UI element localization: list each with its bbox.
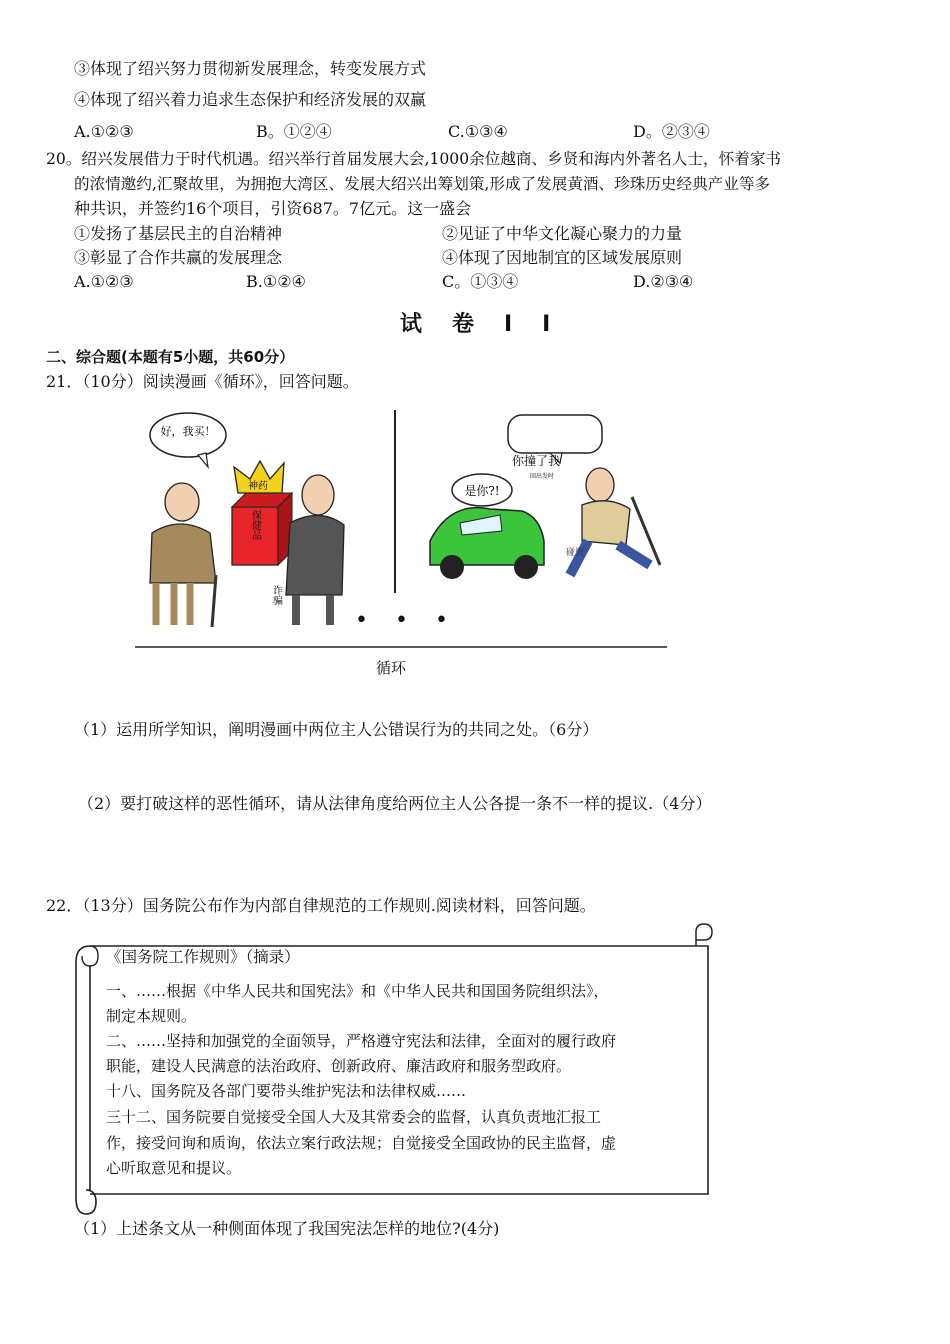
- old-man-fall-legs: [570, 541, 650, 575]
- scroll-line-3: 二、……坚持和加强党的全面领导，严格遵守宪法和法律，全面对的履行政府: [106, 1032, 617, 1050]
- bubble-driver-text: 是你?!: [464, 484, 500, 498]
- small-text: 回出发时: [530, 473, 555, 480]
- q20-stem-line1: 20。绍兴发展借力于时代机遇。绍兴举行首届发展大会,1000余位越商、乡贤和海内外著名人士，怀着家书: [46, 150, 782, 168]
- q19-option-4: ④体现了绍兴着力追求生态保护和经济发展的双赢: [74, 90, 427, 109]
- q20-choice-a: A.①②③: [74, 272, 134, 291]
- fraud-label: 诈骗: [270, 585, 282, 605]
- q19-choice-b: B。①②④: [256, 122, 332, 141]
- q21-stem: 21．（10分）阅读漫画《循环》，回答问题。: [46, 372, 359, 391]
- q20-option-1: ①发扬了基层民主的自治精神: [74, 224, 283, 243]
- cartoon-cycle: [130, 405, 675, 665]
- old-man-buyer-body: [150, 524, 216, 583]
- scroll-line-2: 制定本规则。: [106, 1007, 197, 1025]
- crown-label: 神药: [248, 481, 268, 492]
- q20-option-2: ②见证了中华文化凝心聚力的力量: [442, 224, 683, 243]
- scroll-line-8: 心听取意见和提议。: [106, 1159, 242, 1177]
- scroll-title: 《国务院工作规则》（摘录）: [106, 948, 300, 966]
- q20-choice-b: B.①②④: [246, 272, 306, 291]
- q20-choice-d: D.②③④: [633, 272, 694, 291]
- q20-choices: [0, 272, 950, 292]
- q20-option-4: ④体现了因地制宜的区域发展原则: [442, 248, 683, 267]
- q19-choice-c: C.①③④: [448, 122, 508, 141]
- bubble-old-man-text: 你撞了我: [512, 454, 561, 468]
- q20-stem-line3: 种共识，并签约16个项目，引资687。7亿元。这一盛会: [74, 199, 472, 218]
- scroll-line-1: 一、……根据《中华人民共和国宪法》和《中华人民共和国国务院组织法》，: [106, 982, 609, 1000]
- box-label: 保健品: [249, 510, 261, 540]
- swindler-head: [302, 475, 334, 515]
- scroll-line-6: 三十二、国务院要自觉接受全国人大及其常委会的监督，认真负责地汇报工: [106, 1108, 602, 1126]
- cartoon-dots: • • •: [355, 608, 458, 633]
- q21-sub2: （2）要打破这样的恶性循环，请从法律角度给两位主人公各提一条不一样的提议.（4分）: [78, 794, 712, 813]
- q22-stem: 22．（13分）国务院公布作为内部自律规范的工作规则.阅读材料，回答问题。: [46, 896, 596, 915]
- swindler-body: [286, 515, 344, 595]
- bubble-old-man: [508, 415, 602, 453]
- car-wheel-front: [440, 555, 464, 579]
- q19-choices: [0, 122, 950, 142]
- q19-choice-a: A.①②③: [74, 122, 134, 141]
- cartoon-caption: 循环: [376, 659, 407, 677]
- old-man-buyer-head: [165, 483, 199, 521]
- q20-stem-line2: 的浓情邀约,汇聚故里，为拥抱大湾区、发展大绍兴出筹划策,形成了发展黄酒、珍珠历史经典产业等多: [74, 175, 771, 193]
- scroll-line-4: 职能，建设人民满意的法治政府、创新政府、廉洁政府和服务型政府。: [106, 1057, 572, 1075]
- fall-label: 碰瓷: [566, 548, 585, 558]
- bubble-left-text: 好，我买！: [160, 425, 216, 438]
- paper2-title: 试卷II: [400, 312, 581, 337]
- q21-sub1: （1）运用所学知识，阐明漫画中两位主人公错误行为的共同之处。（6分）: [74, 720, 599, 739]
- q19-choice-d: D。②③④: [633, 122, 710, 141]
- q19-option-3: ③体现了绍兴努力贯彻新发展理念，转变发展方式: [74, 59, 427, 78]
- old-man-fall-head: [586, 468, 614, 502]
- section2-heading: 二、综合题(本题有5小题，共60分）: [46, 348, 295, 366]
- scroll-line-7: 作，接受问询和质询，依法立案行政法规；自觉接受全国政协的民主监督，虚: [106, 1134, 617, 1152]
- q20-choice-c: C。①③④: [442, 272, 519, 291]
- car-wheel-rear: [514, 555, 538, 579]
- q20-option-3: ③彰显了合作共赢的发展理念: [74, 248, 283, 267]
- old-man-fall-body: [582, 501, 630, 545]
- scroll-line-5: 十八、国务院及各部门要带头维护宪法和法律权威……: [106, 1082, 467, 1100]
- q22-sub1: （1）上述条文从一种侧面体现了我国宪法怎样的地位?(4分): [74, 1219, 500, 1238]
